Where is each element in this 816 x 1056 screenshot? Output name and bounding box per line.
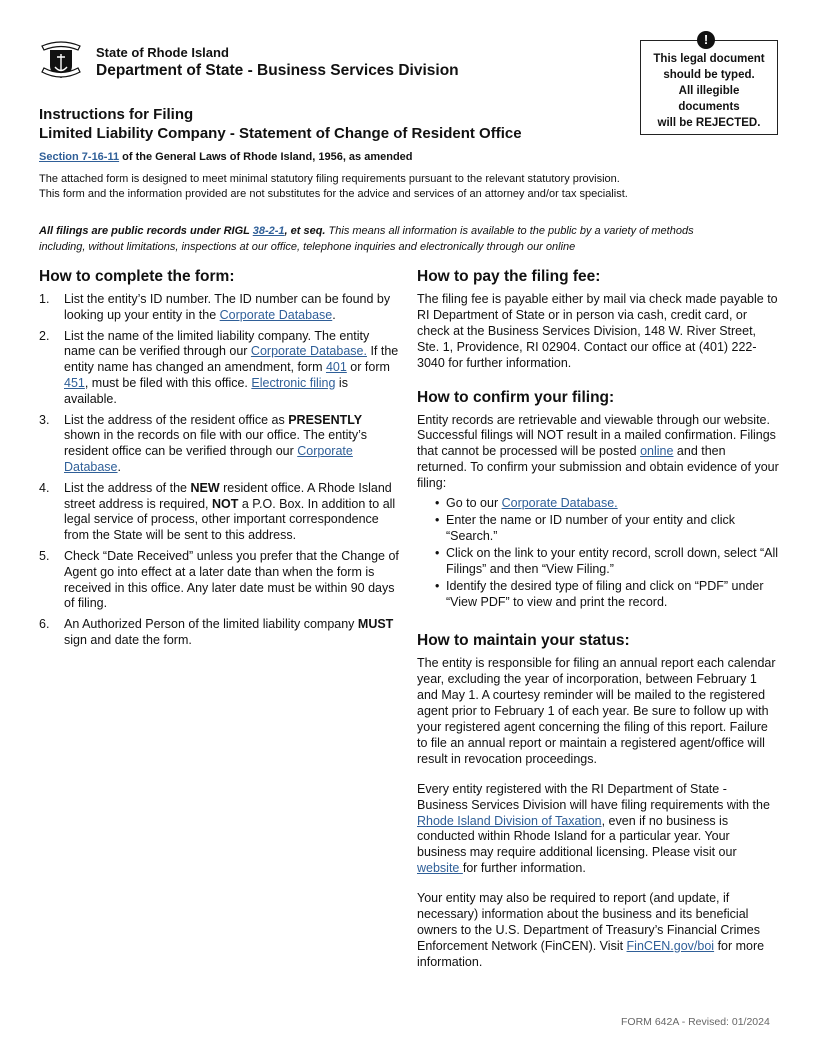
corporate-database-link[interactable]: Corporate Database — [219, 307, 333, 322]
warning-line: will be REJECTED. — [657, 117, 761, 129]
public-records-text: This means all information is available to the public by a variety of methods including, without limitations, inspections at our office, telephone inquiries and electronically through our online — [39, 225, 694, 253]
list-item — [39, 617, 401, 649]
warning-line: All illegible — [678, 85, 740, 97]
complete-form-section — [39, 268, 401, 654]
form-451-link[interactable]: 451 — [64, 375, 85, 390]
public-records-bold: All filings are public records under RIGL — [39, 225, 253, 237]
section-heading: How to complete the form: — [39, 268, 235, 285]
page-subtitle: Limited Liability Company - Statement of Change of Resident Office — [39, 125, 522, 142]
online-link[interactable]: online — [640, 444, 674, 459]
form-revision-footer: FORM 642A - Revised: 01/2024 — [621, 1016, 770, 1028]
public-records-notice — [39, 224, 739, 255]
intro-line: The attached form is designed to meet minimal statutory filing requirements pursuant to the relevant statutory provision. — [39, 173, 620, 185]
steps-list — [39, 292, 401, 649]
section-heading: How to maintain your status: — [417, 632, 630, 650]
list-item — [39, 292, 401, 324]
intro-text — [39, 172, 739, 202]
intro-line: This form and the information provided are not substitutes for the advice and services of an attorney and/or tax specialist. — [39, 188, 628, 200]
right-column — [417, 268, 779, 971]
list-item: • Identify the desired type of filing and click on “PDF” under “View PDF” to view and print the record. — [435, 578, 764, 609]
rigl-link[interactable]: 38-2-1 — [252, 225, 285, 237]
list-item: • Enter the name or ID number of your entity and click “Search.” — [435, 512, 736, 543]
confirm-steps — [435, 496, 779, 610]
list-item — [39, 329, 401, 408]
step-text: List the address of the resident office as PRESENTLY shown in the records on file with our office. The entity’s resident office can be verified through our Corporate Database. — [64, 412, 367, 474]
taxation-text: Every entity registered with the RI Department of State - Business Services Division will have filing requirements with the Rhode Island Division of Taxation, even if no business is conducted within Rhode Island for a particular year. Your business may require additional licensing. Please visit our website for further information. — [417, 781, 770, 876]
step-number: 5. — [39, 548, 50, 563]
step-text: Check “Date Received” unless you prefer that the Change of Agent go into effect at a later date than when the form is received in this office. Any later date must be within 90 days of filing. — [64, 548, 399, 611]
step-number: 3. — [39, 412, 50, 427]
list-item — [39, 549, 401, 612]
warning-line: This legal document — [653, 53, 765, 65]
website-link[interactable]: website — [417, 861, 463, 876]
division-of-taxation-link[interactable]: Rhode Island Division of Taxation — [417, 813, 602, 828]
pay-text: The filing fee is payable either by mail via check made payable to RI Department of State or in person via cash, credit card, or check at the Business Services Division, 148 W. River Street, Ste. 1, Providence, RI 02904. Contact our office at (401) 222-3040 for further information. — [417, 292, 778, 370]
statute-reference — [39, 151, 413, 163]
page-title: Instructions for Filing — [39, 106, 194, 123]
step-number: 6. — [39, 617, 50, 632]
step-text: An Authorized Person of the limited liability company MUST sign and date the form. — [64, 617, 394, 647]
list-item: • Go to our Corporate Database. — [435, 496, 618, 511]
confirm-text: Entity records are retrievable and viewable through our website. Successful filings will NOT result in a mailed confirmation. Filings that cannot be processed will be posted online and then returned. To confirm your submission and obtain evidence of your filing: — [417, 412, 779, 491]
list-item — [39, 413, 401, 476]
warning-line: should be typed. — [663, 69, 755, 81]
step-text: List the entity’s ID number. The ID number can be found by looking up your entity in the Corporate Database. — [64, 292, 391, 322]
step-number: 4. — [39, 480, 50, 495]
warning-line: documents — [678, 101, 740, 113]
fincen-text: Your entity may also be required to report (and update, if necessary) information about the business and its beneficial owners to the U.S. Department of Treasury’s Financial Crimes Enforcement Network (FinCEN). Visit FinCEN.gov/boi for more information. — [417, 891, 765, 969]
section-heading: How to pay the filing fee: — [417, 268, 601, 285]
step-number: 2. — [39, 328, 50, 343]
state-name: State of Rhode Island — [96, 45, 229, 60]
public-records-bold: , et seq. — [284, 225, 326, 237]
list-item: • Click on the link to your entity record, scroll down, select “All Filings” and then “View Filing.” — [435, 545, 779, 576]
maintain-text: The entity is responsible for filing an annual report each calendar year, excluding the year of incorporation, between February 1 and May 1. A courtesy reminder will be mailed to the registered agent prior to February 1 of each year. Be sure to follow up with your registered agent concerning the filing of this report. Failure to file an annual report or maintain a registered agent/office will result in revocation proceedings. — [417, 656, 776, 766]
step-text: List the address of the NEW resident office. A Rhode Island street address is required, NOT a P.O. Box. In addition to all legal service of process, other important correspondence from the State will be sent to this address. — [64, 480, 396, 543]
section-link[interactable]: Section 7-16-11 — [39, 151, 120, 163]
rhode-island-seal-icon — [38, 38, 84, 82]
step-number: 1. — [39, 292, 50, 306]
fincen-link[interactable]: FinCEN.gov/boi — [626, 938, 715, 953]
step-text: List the name of the limited liability company. The entity name can be verified through our Corporate Database. If the entity name has changed an amendment, form 401 or form 451, must be filed with this office. Electronic filing is available. — [64, 328, 399, 406]
electronic-filing-link[interactable]: Electronic filing — [251, 375, 336, 390]
department-name: Department of State - Business Services Division — [96, 62, 459, 79]
corporate-database-link[interactable]: Corporate Database. — [501, 496, 618, 511]
section-heading: How to confirm your filing: — [417, 388, 615, 406]
warning-notice — [640, 40, 778, 135]
statute-text: of the General Laws of Rhode Island, 1956, as amended — [119, 151, 413, 163]
form-401-link[interactable]: 401 — [325, 360, 347, 375]
corporate-database-link[interactable]: Corporate Database — [64, 444, 353, 474]
list-item — [39, 481, 401, 544]
corporate-database-link[interactable]: Corporate Database. — [250, 344, 367, 359]
exclamation-icon: ! — [697, 31, 715, 49]
